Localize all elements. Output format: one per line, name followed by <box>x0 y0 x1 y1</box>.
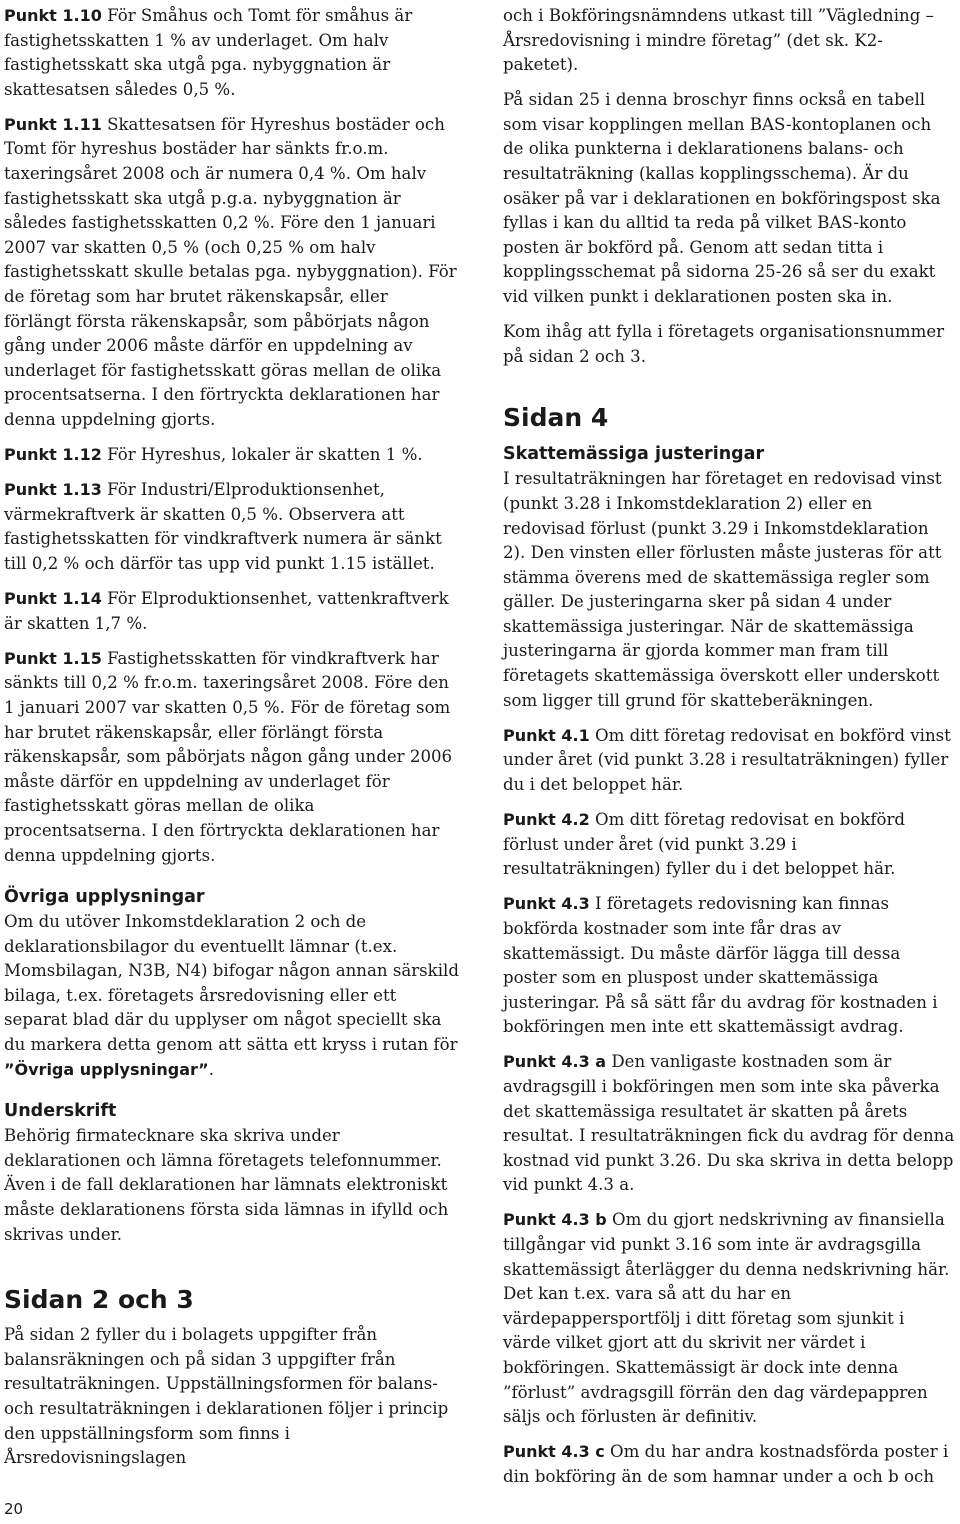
paragraph-punkt-4-3 <box>503 892 955 1040</box>
bold-phrase: ”Övriga upplysningar” <box>4 1059 209 1079</box>
paragraph-bas-kopplingsschema: På sidan 25 i denna broschyr finns också en tabell som visar kopplingen mellan BAS-kontoplanen och de olika punkterna i deklarationens balans- och resultaträkning (kallas kopplingsschema). Är du osäker på var i deklarationen en bokföringspost ska fyllas i kan du alltid ta reda på vilket BAS-konto posten är bokförd på. Genom att sedan titta i kopplingsschemat på sidorna 25-26 så ser du exakt vid vilken punkt i deklarationen posten ska in. <box>503 90 941 307</box>
paragraph-punkt-4-2 <box>503 808 955 882</box>
punkt-label: Punkt 1.10 <box>4 6 102 25</box>
paragraph-punkt-1-11 <box>4 113 460 433</box>
punkt-label: Punkt 4.3 <box>503 894 590 914</box>
punkt-label: Punkt 1.13 <box>4 480 102 500</box>
paragraph-text: För Småhus och Tomt för småhus är fastighetsskatten 1 % av underlaget. Om halv fastighetsskatt ska utgå pga. nybyggnation är skattesatsen således 0,5 %. <box>4 6 413 99</box>
paragraph-continuation: och i Bokföringsnämndens utkast till ”Vägledning – Årsredovisning i mindre företag” (det sk. K2-paketet). <box>503 6 934 75</box>
paragraph-underskrift: Behörig firmatecknare ska skriva under deklarationen och lämna företagets telefonnummer. Även i de fall deklarationen har lämnats elektroniskt måste deklarationens första sida lämnas in ifylld och skrivas under. <box>4 1126 449 1244</box>
paragraph-punkt-1-12 <box>4 443 460 468</box>
heading-ovriga-upplysningar: Övriga upplysningar <box>4 887 205 908</box>
punkt-label: Punkt 1.15 <box>4 648 102 668</box>
paragraph-text: Skattesatsen för Hyreshus bostäder och Tomt för hyreshus bostäder har sänkts fr.o.m. taxeringsåret 2008 och är numera 0,4 %. Om halv fastighetsskatt ska utgå p.g.a. nybyggnation är således fastighetsskatten 0,2 %. Före den 1 januari 2007 var skatten 0,5 % (och 0,25 % om halv fastighetsskatt skulle betalas pga. nybyggnation). För de företag som har brutet räkenskapsår, eller förlängt första räkenskapsår, som påbörjats någon gång under 2006 måste därför en uppdelning av underlaget för fastighetsskatt göras mellan de olika procentsatserna. I den förtryckta deklarationen har denna uppdelning gjorts. <box>4 114 457 429</box>
paragraph-skattemassiga-justeringar: I resultaträkningen har företaget en redovisad vinst (punkt 3.28 i Inkomstdeklaration 2) eller en redovisad förlust (punkt 3.29 i Inkomstdeklaration 2). Den vinsten eller förlusten måste justeras för att stämma överens med de skattemässiga regler som gäller. De justeringarna sker på sidan 4 under skattemässiga justeringar. När de skattemässiga justeringarna är gjorda kommer man fram till företagets skattemässiga överskott eller underskott som ligger till grund för skatteberäkningen. <box>503 469 942 710</box>
paragraph-text: För Elproduktionsenhet, vattenkraftverk är skatten 1,7 %. <box>4 589 449 633</box>
paragraph-punkt-1-13 <box>4 478 460 576</box>
paragraph-punkt-1-10 <box>4 4 460 102</box>
paragraph-punkt-4-3-c <box>503 1440 955 1489</box>
paragraph-text: Om du utöver Inkomstdeklaration 2 och de deklarationsbilagor du eventuellt lämnar (t.ex. Momsbilagan, N3B, N4) bifogar någon annan särskild bilaga, t.ex. företagets årsredovisning eller ett separat blad där du upplyser om något speciellt ska du markera detta genom att sätta ett kryss i rutan för <box>4 912 459 1055</box>
paragraph-punkt-4-3-b <box>503 1208 955 1429</box>
punkt-label: Punkt 4.3 a <box>503 1052 607 1072</box>
paragraph-text: Om du gjort nedskrivning av finansiella tillgångar vid punkt 3.16 som inte är avdragsgilla skattemässigt återlägger du denna nedskrivning här. Det kan t.ex. vara så att du har en värdepappersportfölj i ditt företag som sjunkit i värde vilket gjort att du skrivit ner värdet i bokföringen. Skattemässigt är dock inte denna ”förlust” avdragsgill förrän den dag värdepappren säljs och förlusten är definitiv. <box>503 1210 950 1427</box>
right-column <box>503 4 955 1500</box>
paragraph-ovriga-upplysningar <box>4 910 460 1082</box>
paragraph-punkt-4-3-a <box>503 1050 955 1198</box>
page-number: 20 <box>4 1500 24 1518</box>
heading-skattemassiga-justeringar: Skattemässiga justeringar <box>503 444 765 465</box>
heading-sidan-2-och-3: Sidan 2 och 3 <box>4 1285 194 1315</box>
paragraph-text: Den vanligaste kostnaden som är avdragsgill i bokföringen men som inte ska påverka det skattemässiga resultatet är skatten på årets resultat. I resultaträkningen fick du avdrag för denna kostnad vid punkt 3.26. Du ska skriva in detta belopp vid punkt 4.3 a. <box>503 1052 955 1195</box>
paragraph-text: Om ditt företag redovisat en bokförd vinst under året (vid punkt 3.28 i resultaträkningen) fyller du i det beloppet här. <box>503 725 951 794</box>
punkt-label: Punkt 4.2 <box>503 810 590 830</box>
punkt-label: Punkt 1.12 <box>4 445 102 465</box>
punkt-label: Punkt 1.11 <box>4 114 102 134</box>
paragraph-punkt-1-15 <box>4 647 460 868</box>
punkt-label: Punkt 4.3 b <box>503 1210 607 1230</box>
paragraph-text: För Hyreshus, lokaler är skatten 1 %. <box>101 445 423 465</box>
punkt-label: Punkt 1.14 <box>4 589 102 609</box>
punkt-label: Punkt 4.3 c <box>503 1442 605 1462</box>
paragraph-text: Fastighetsskatten för vindkraftverk har sänkts till 0,2 % fr.o.m. taxeringsåret 2008. Före den 1 januari 2007 var skatten 0,5 %. För de företag som har brutet räkenskapsår, eller förlängt första räkenskapsår, som påbörjats någon gång under 2006 måste därför en uppdelning av underlaget för fastighetsskatt göras mellan de olika procentsatserna. I den förtryckta deklarationen har denna uppdelning gjorts. <box>4 648 453 865</box>
left-column <box>4 4 460 1481</box>
punkt-label: Punkt 4.1 <box>503 725 590 745</box>
paragraph-organisationsnummer: Kom ihåg att fylla i företagets organisationsnummer på sidan 2 och 3. <box>503 322 945 366</box>
paragraph-text: Om du har andra kostnadsförda poster i din bokföring än de som hamnar under a och b och <box>503 1442 949 1486</box>
heading-sidan-4: Sidan 4 <box>503 403 609 433</box>
paragraph-text: I företagets redovisning kan finnas bokförda kostnader som inte får dras av skattemässigt. Du måste därför lägga till dessa poster som en pluspost under skattemässiga justeringar. På så sätt får du avdrag för kostnaden i bokföringen men inte ett skattemässigt avdrag. <box>503 894 938 1037</box>
paragraph-end: . <box>208 1059 214 1079</box>
paragraph-sidan-2-och-3: På sidan 2 fyller du i bolagets uppgifter från balansräkningen och på sidan 3 uppgifter från resultaträkningen. Uppställningsformen för balans- och resultaträkningen i deklarationen följer i princip den uppställningsform som finns i Årsredovisningslagen <box>4 1325 449 1468</box>
paragraph-punkt-4-1 <box>503 724 955 798</box>
heading-underskrift: Underskrift <box>4 1101 117 1122</box>
paragraph-text: Om ditt företag redovisat en bokförd förlust under året (vid punkt 3.29 i resultaträkningen) fyller du i det beloppet här. <box>503 810 906 879</box>
paragraph-punkt-1-14 <box>4 587 460 636</box>
paragraph-text: För Industri/Elproduktionsenhet, värmekraftverk är skatten 0,5 %. Observera att fastighetsskatten för vindkraftverk numera är sänkt till 0,2 % och därför tas upp vid punkt 1.15 istället. <box>4 480 442 573</box>
